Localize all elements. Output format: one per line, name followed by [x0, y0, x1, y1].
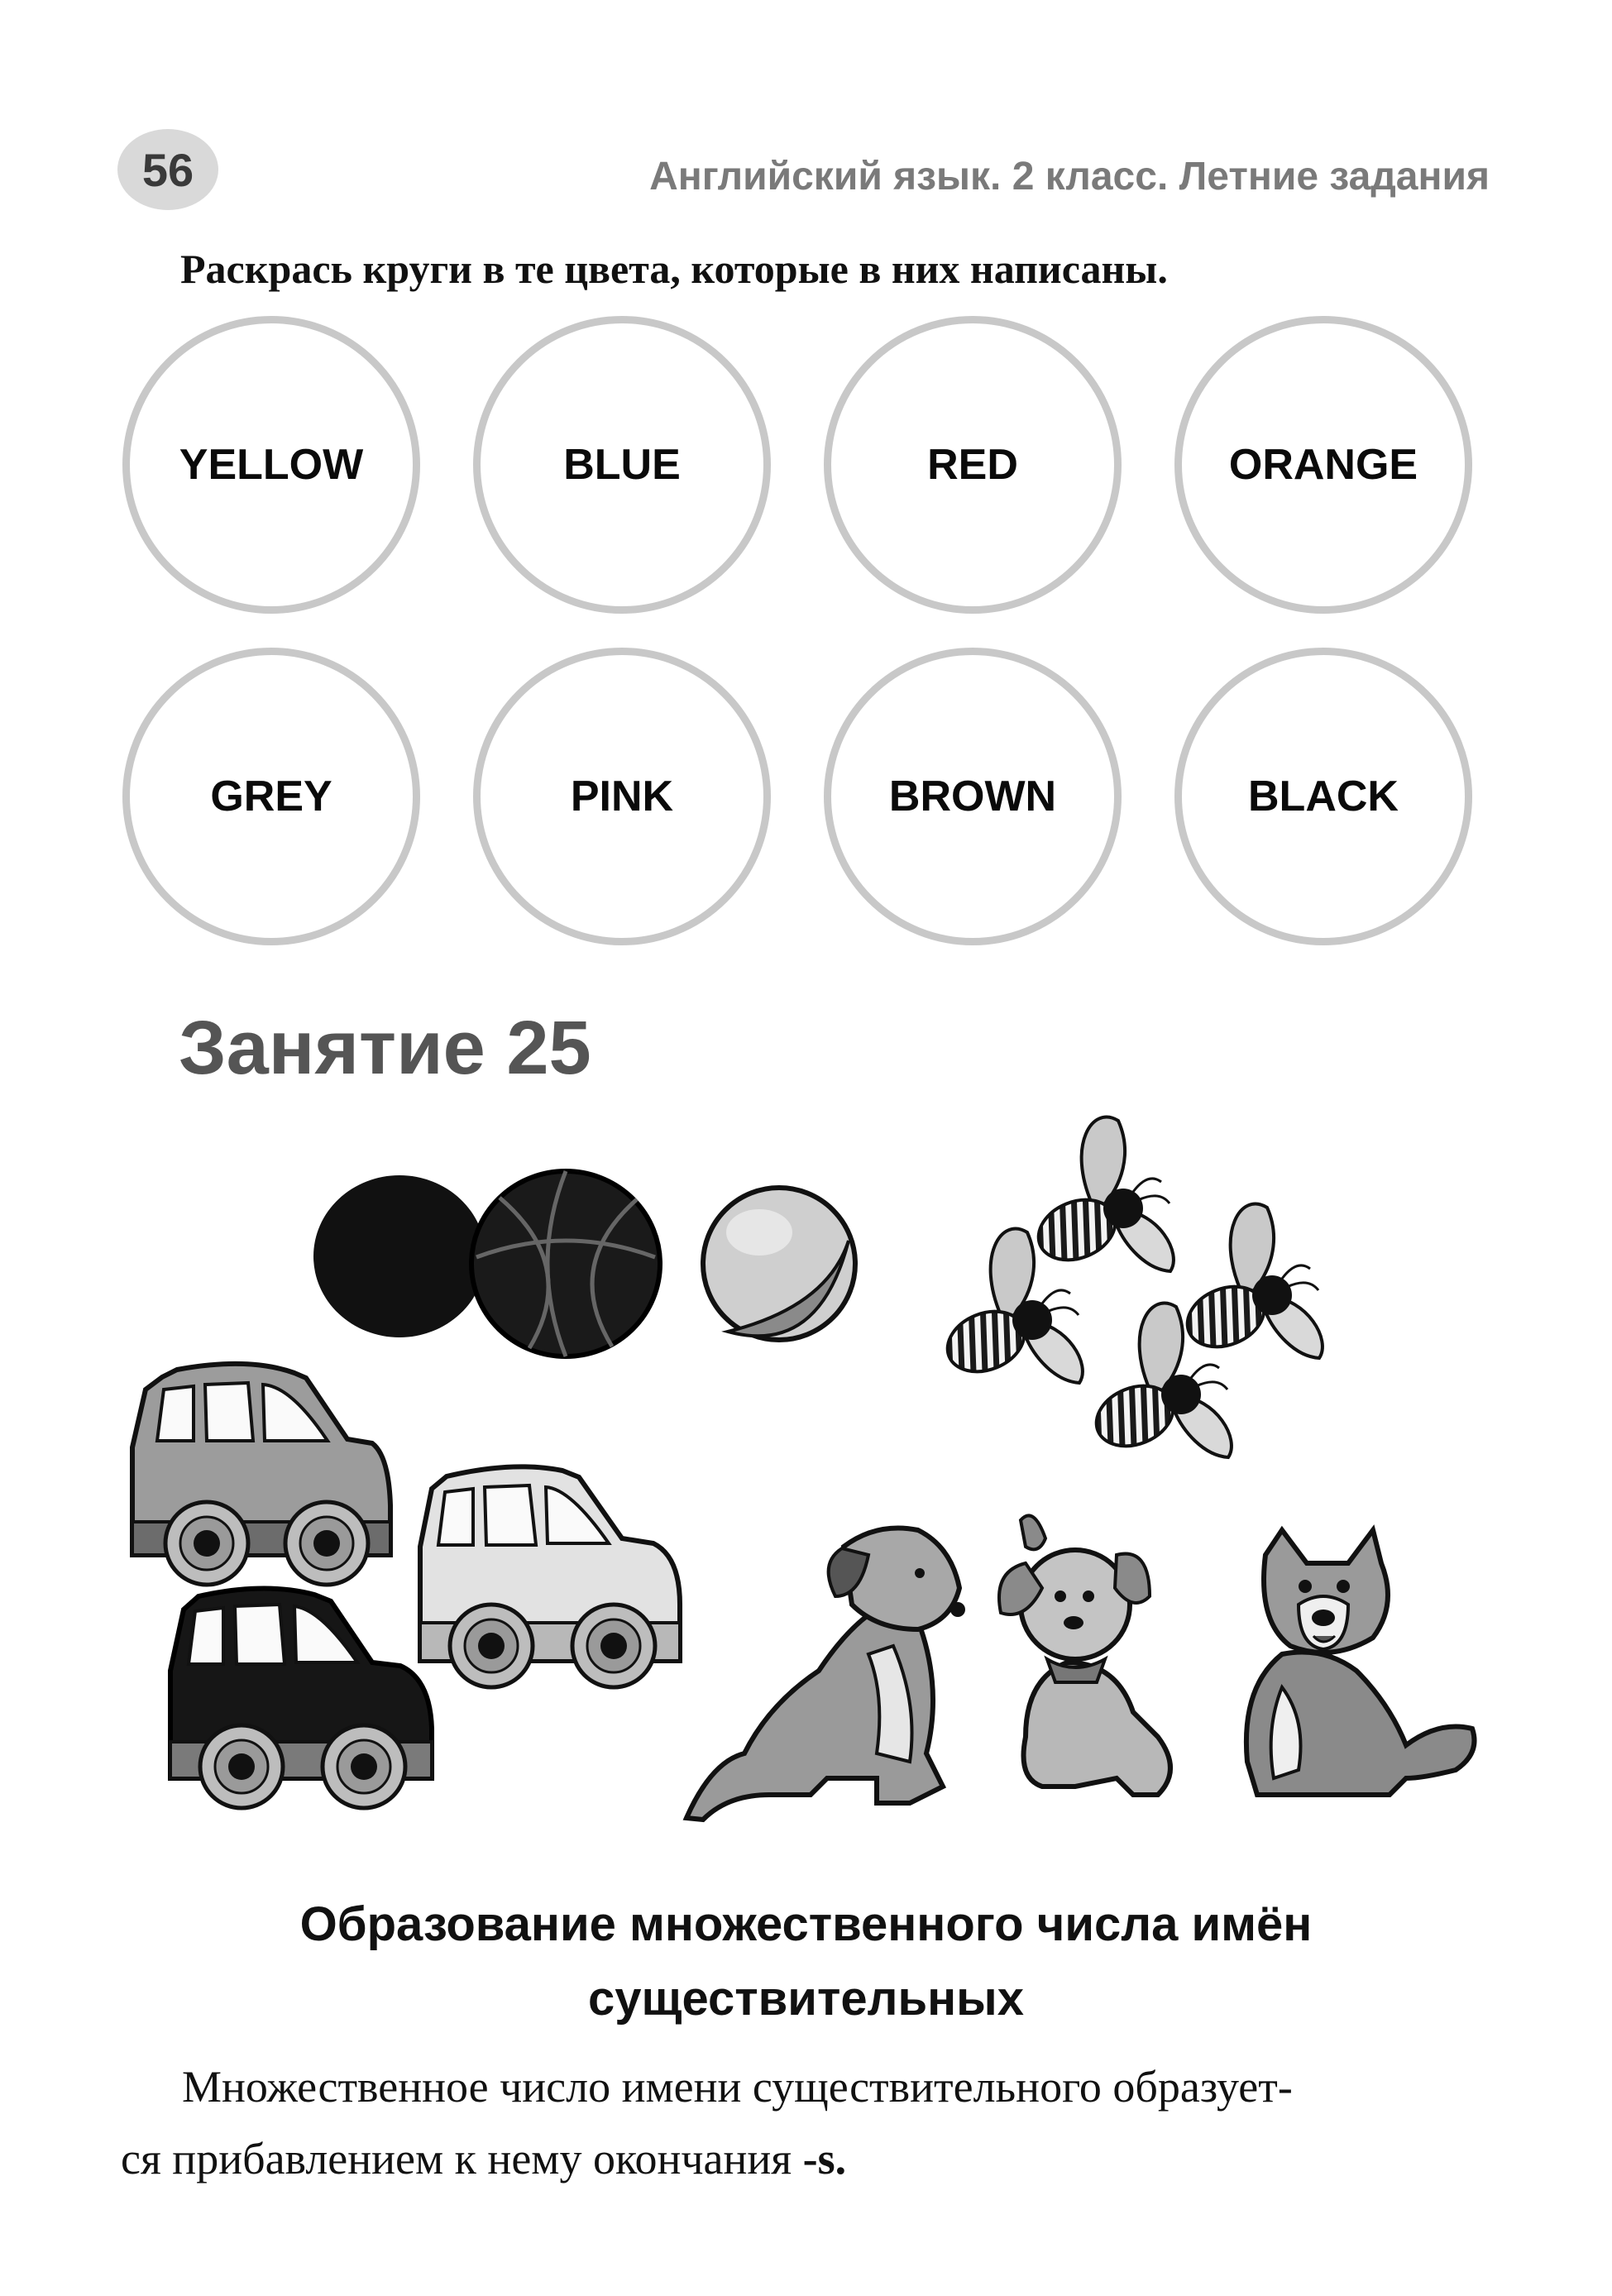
plurals-illustration	[0, 1092, 1612, 1836]
exercise-instruction: Раскрась круги в те цвета, которые в них написаны.	[180, 246, 1168, 292]
car-icon	[132, 1364, 390, 1585]
section-heading-line2: существительных	[588, 1971, 1024, 2026]
dog-icon	[999, 1515, 1170, 1795]
color-circle-brown[interactable]: BROWN	[824, 648, 1122, 945]
color-circle-orange[interactable]: ORANGE	[1174, 316, 1472, 614]
lesson-title: Занятие 25	[179, 1006, 591, 1090]
color-circle-yellow[interactable]: YELLOW	[122, 316, 420, 614]
ball-icon	[703, 1188, 855, 1340]
color-circle-pink[interactable]: PINK	[473, 648, 771, 945]
section-heading	[0, 1887, 1612, 2036]
bee-icon	[1030, 1117, 1174, 1271]
section-heading-line1: Образование множественного числа имён	[299, 1897, 1313, 1951]
bee-icon	[1179, 1204, 1323, 1358]
dog-icon	[686, 1528, 965, 1820]
rule-line2	[121, 2123, 1494, 2195]
page-number: 56	[117, 129, 218, 210]
rule-line2-text: ся прибавлением к нему окончания	[121, 2134, 803, 2184]
color-circle-black[interactable]: BLACK	[1174, 648, 1472, 945]
running-title: Английский язык. 2 класс. Летние задания	[649, 155, 1490, 199]
car-icon	[420, 1466, 680, 1687]
rule-line1: Множественное число имени существительного образует-	[182, 2062, 1293, 2112]
basketball-icon	[471, 1171, 660, 1356]
dog-icon	[1246, 1530, 1475, 1795]
color-circle-red[interactable]: RED	[824, 316, 1122, 614]
plural-suffix: -s.	[802, 2134, 847, 2184]
color-circle-blue[interactable]: BLUE	[473, 316, 771, 614]
ball-icon	[313, 1175, 486, 1337]
rule-paragraph	[121, 2051, 1494, 2196]
car-icon	[170, 1588, 432, 1808]
color-circle-grey[interactable]: GREY	[122, 648, 420, 945]
